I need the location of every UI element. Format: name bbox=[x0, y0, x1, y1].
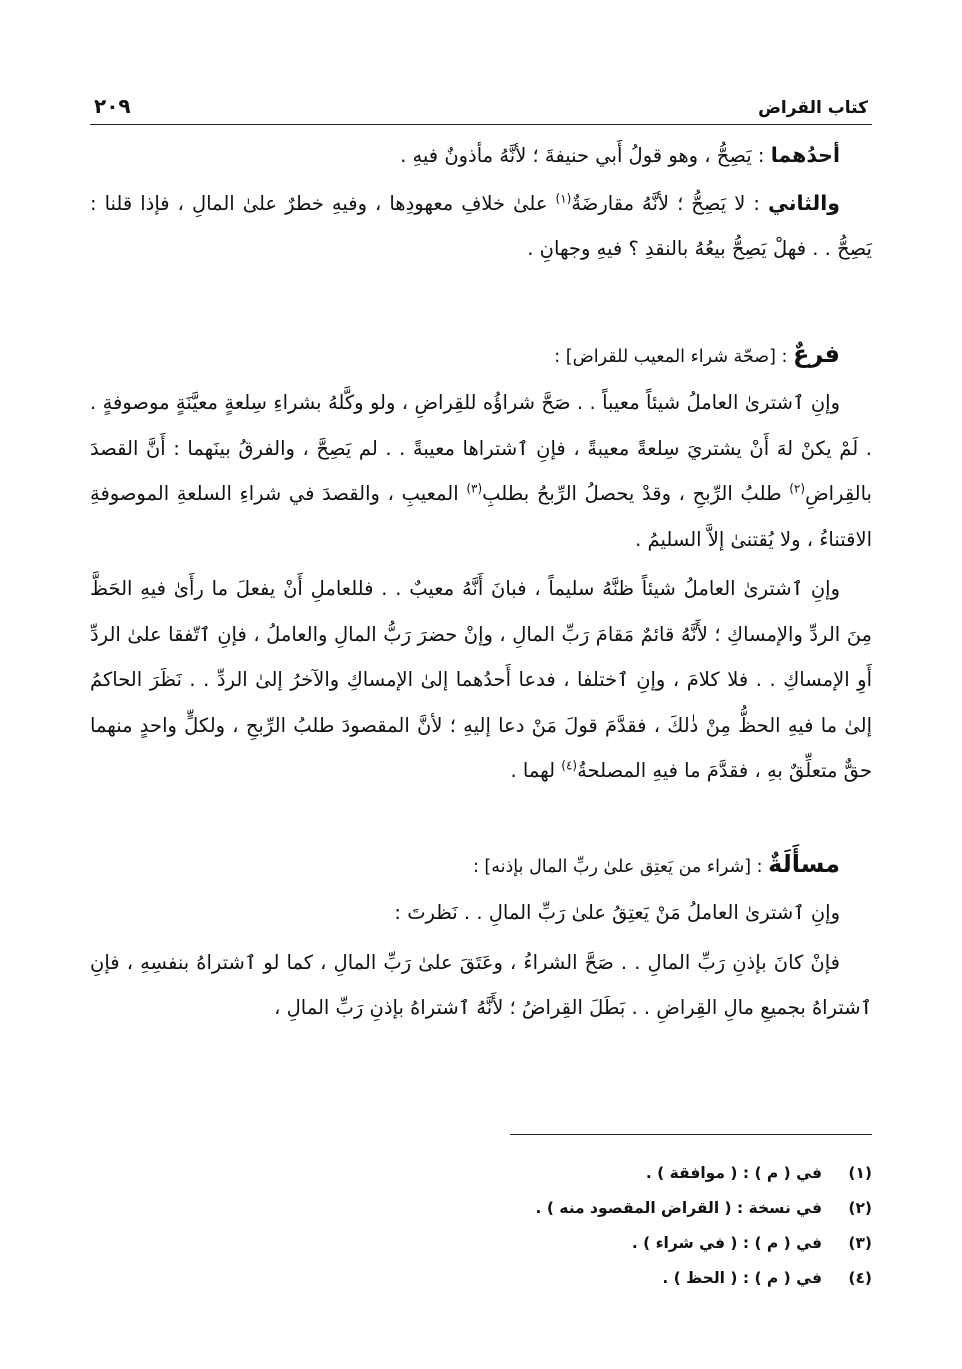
branch-p1-text-c: المعيبِ ، والقصدَ في شراءِ السلعةِ الموصوفةِ الاقتناءُ ، ولا يُقتنىٰ إلاَّ السليمُ . bbox=[90, 482, 872, 551]
branch-p1-text-a: وإنِ ٱشترىٰ العاملُ شيئاً معيباً . . صَحَّ شراؤُه للقِراضِ ، ولو وكَّلهُ بشراءِ سِلعةٍ معيَّنَةٍ موصوفةٍ . . لَمْ يكنْ لهَ أَنْ يشتريَ سِلعةً معيبةً ، فإنِ ٱشتراها معيبةً . . لم يَصِحَّ ، والفرقُ بينَهما : أَنَّ القصدَ بالقِراضِ bbox=[90, 391, 872, 505]
branch-heading bbox=[90, 332, 872, 381]
branch-p2-text-a: وإنِ ٱشترىٰ العاملُ شيئاً ظنَّهُ سليماً ، فبانَ أَنَّهُ معيبٌ . . فللعاملِ أَنْ يفعلَ ما رأَىٰ فيهِ الحَظَّ مِنَ الردِّ والإمساكِ ؛ لأَنَّهُ قائمٌ مَقامَ رَبِّ المالِ ، وإنْ حضرَ رَبُّ المالِ والعاملُ ، فإنِ ٱتّفقا علىٰ الردِّ أَوِ الإمساكِ . . فلا كلامَ ، وإنِ ٱختلفا ، فدعا أَحدُهما إلىٰ الإمساكِ والآخرُ إلىٰ الردِّ . . نَظَرَ الحاكمُ إلىٰ ما فيهِ الحظُّ مِنْ ذٰلكَ ، فقدَّمَ قولَ مَنْ دعا إليهِ ؛ لأنَّ المقصودَ طلبُ الرِّبحِ ، ولكلٍّ واحدٍ منهما حقٌّ متعلِّقٌ بهِ ، فقدَّمَ ما فيهِ المصلحةُ bbox=[90, 577, 872, 782]
footnote-ref-3[interactable]: (٣) bbox=[466, 481, 483, 496]
first-view-text: : يَصِحُّ ، وهو قولُ أَبي حنيفةَ ؛ لأنَّهُ مأذونٌ فيهِ . bbox=[400, 144, 771, 167]
issue-heading bbox=[90, 842, 872, 891]
footnote-number: (٣) bbox=[848, 1234, 872, 1252]
second-view-label: والثاني bbox=[768, 190, 840, 215]
footnote-ref-2[interactable]: (٢) bbox=[789, 481, 806, 496]
footnote bbox=[90, 1261, 872, 1296]
footnote-separator bbox=[510, 1134, 872, 1135]
branch-label: فرعٌ bbox=[792, 339, 840, 368]
branch-paragraph-2 bbox=[90, 566, 872, 794]
second-view-text-b: علىٰ خلافِ معهودِها ، وفيهِ خطرٌ علىٰ المالِ ، فإذا قلنا : يَصِحُّ . . فهلْ يَصِحُّ بيعُهُ بالنقدِ ؟ فيهِ وجهانِ . bbox=[90, 191, 872, 260]
footnote bbox=[90, 1156, 872, 1191]
footnote bbox=[90, 1191, 872, 1226]
footnote-text: في نسخة : ( القراض المقصود منه ) . bbox=[535, 1199, 822, 1217]
footnote-ref-4[interactable]: (٤) bbox=[561, 758, 578, 773]
section-issue bbox=[90, 842, 872, 1031]
footnote-number: (١) bbox=[848, 1164, 872, 1182]
footnote-number: (٤) bbox=[848, 1269, 872, 1287]
footnote bbox=[90, 1226, 872, 1261]
page-number: ٢٠٩ bbox=[94, 94, 131, 118]
issue-paragraph-1: وإنِ ٱشترىٰ العاملُ مَنْ يَعتِقُ علىٰ رَبِّ المالِ . . نَظرتَ : bbox=[394, 901, 840, 924]
book-page bbox=[90, 84, 872, 1287]
branch-paragraph-1 bbox=[90, 380, 872, 562]
issue-label: مسأَلَةٌ bbox=[768, 849, 840, 878]
page-header bbox=[90, 84, 872, 125]
running-title: كتاب القراض bbox=[758, 98, 868, 118]
issue-paragraph-2: فإنْ كانَ بإذنِ رَبِّ المالِ . . صَحَّ الشراءُ ، وعَتَقَ علىٰ رَبِّ المالِ ، كما لو ٱشتراهُ بنفسِهِ ، فإنِ ٱشتراهُ بجميعِ مالِ القِراضِ . . بَطَلَ القِراضُ ؛ لأَنَّهُ ٱشتراهُ بإذنِ رَبِّ المالِ ، bbox=[90, 950, 872, 1019]
section-branch bbox=[90, 332, 872, 794]
paragraph-second-view bbox=[90, 181, 872, 272]
branch-p2-text-b: لهما . bbox=[510, 759, 562, 782]
branch-p1-text-b: طلبُ الرِّبحِ ، وقدْ يحصلُ الرِّبحُ بطلبِ bbox=[482, 482, 790, 505]
footnotes bbox=[90, 1156, 872, 1296]
issue-title: : [شراء من يَعتِق علىٰ ربِّ المال بإذنه] : bbox=[472, 856, 769, 877]
footnote-text: في ( م ) : ( الحظ ) . bbox=[662, 1269, 822, 1287]
main-text bbox=[90, 133, 872, 1031]
footnote-text: في ( م ) : ( موافقة ) . bbox=[645, 1164, 822, 1182]
footnote-text: في ( م ) : ( في شراء ) . bbox=[631, 1234, 822, 1252]
branch-title: : [صحّة شراء المعيب للقراض] : bbox=[554, 346, 793, 367]
footnote-number: (٢) bbox=[848, 1199, 872, 1217]
second-view-text-a: : لا يَصِحُّ ؛ لأنَّهُ مقارضَةٌ bbox=[571, 191, 768, 215]
first-view-label: أحدُهما bbox=[770, 143, 840, 167]
paragraph-first-view bbox=[90, 133, 872, 179]
footnote-ref-1[interactable]: (١) bbox=[555, 191, 572, 205]
